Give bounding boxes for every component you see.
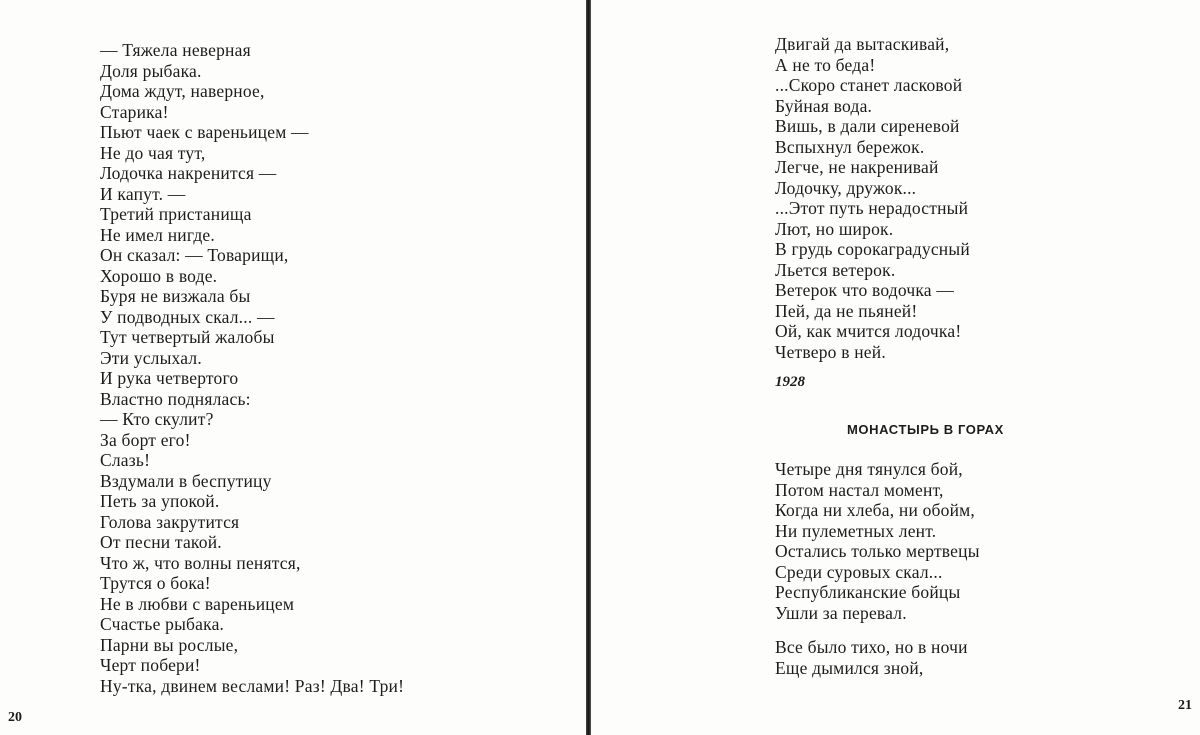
poem-line: Доля рыбака. — [100, 60, 202, 81]
poem-line: Остались только мертвецы — [775, 541, 980, 561]
poem-line: У подводных скал... — — [100, 306, 275, 327]
poem-line: ...Скоро станет ласковой — [775, 75, 963, 95]
poem-line: Лодочку, дружок... — [775, 177, 917, 198]
poem-line: Старика! — [100, 101, 169, 122]
poem-line: Ветерок что водочка — — [775, 280, 955, 300]
poem-title: МОНАСТЫРЬ В ГОРАХ — [847, 422, 1004, 437]
poem-line: Легче, не накренивай — [775, 157, 939, 177]
poem-text-left — [100, 40, 404, 696]
right-page — [594, 0, 1200, 735]
left-page — [0, 0, 588, 735]
poem-line: Трутся о бока! — [100, 573, 211, 593]
poem-line: А не то беда! — [775, 54, 876, 75]
poem-line: Республиканские бойцы — [775, 582, 961, 602]
poem-line: Буря не визжала бы — [100, 286, 251, 306]
poem-line: Еще дымился зной, — [775, 657, 924, 678]
poem-line: Парни вы рослые, — [100, 634, 239, 655]
poem-line: Третий пристанища — [100, 204, 252, 224]
poem-line: Тут четвертый жалобы — [100, 327, 275, 347]
poem-text-next — [775, 459, 980, 678]
poem-line: Пьют чаек с вареньицем — — [100, 122, 309, 142]
poem-line: Двигай да вытаскивай, — [775, 34, 950, 54]
poem-line: Ушли за перевал. — [775, 602, 907, 623]
poem-date: 1928 — [775, 374, 805, 390]
poem-line: Хорошо в воде. — [100, 265, 218, 286]
poem-line: Голова закрутится — [100, 511, 240, 532]
poem-line: Что ж, что волны пенятся, — [100, 552, 301, 573]
poem-line: Четверо в ней. — [775, 341, 886, 362]
poem-line: Вишь, в дали сиреневой — [775, 116, 960, 136]
book-spine-divider — [586, 0, 591, 735]
poem-line: — Тяжела неверная — [100, 40, 251, 60]
poem-line: За борт его! — [100, 429, 191, 450]
poem-line: Когда ни хлеба, ни обойм, — [775, 500, 976, 520]
poem-line: Вспыхнул бережок. — [775, 136, 925, 157]
poem-line: Черт побери! — [100, 655, 201, 675]
poem-line: Не имел нигде. — [100, 224, 215, 245]
page-number-right: 21 — [1178, 698, 1192, 713]
poem-line: Лют, но широк. — [775, 218, 894, 239]
poem-line: Ну-тка, двинем веслами! Раз! Два! Три! — [100, 675, 405, 696]
poem-line: ...Этот путь нерадостный — [775, 198, 969, 218]
poem-text-right — [775, 34, 970, 362]
page-number-left: 20 — [8, 710, 22, 725]
poem-line: Счастье рыбака. — [100, 614, 225, 634]
poem-line: Властно поднялась: — [100, 388, 251, 409]
poem-line: Ой, как мчится лодочка! — [775, 321, 962, 341]
stanza-break — [775, 623, 980, 637]
poem-line: И капут. — — [100, 183, 186, 204]
poem-line: Петь за упокой. — [100, 491, 220, 511]
poem-line: Слазь! — [100, 450, 151, 470]
poem-line: Буйная вода. — [775, 95, 873, 116]
poem-line: Среди суровых скал... — [775, 561, 943, 582]
poem-line: Ни пулеметных лент. — [775, 520, 937, 541]
poem-line: И рука четвертого — [100, 368, 239, 388]
poem-line: Пей, да не пьяней! — [775, 300, 918, 321]
poem-line: Льется ветерок. — [775, 259, 896, 280]
poem-line: Дома ждут, наверное, — [100, 81, 265, 101]
poem-line: Он сказал: — Товарищи, — [100, 245, 289, 265]
poem-line: — Кто скулит? — [100, 409, 214, 429]
poem-line: Потом настал момент, — [775, 479, 944, 500]
poem-line: Лодочка накренится — — [100, 163, 277, 183]
poem-line: Вздумали в беспутицу — [100, 470, 272, 491]
poem-line: Четыре дня тянулся бой, — [775, 459, 963, 479]
poem-line: Не до чая тут, — [100, 142, 206, 163]
poem-line: От песни такой. — [100, 532, 222, 552]
poem-line: Эти услыхал. — [100, 347, 202, 368]
poem-line: В грудь сорокаградусный — [775, 239, 970, 259]
poem-line: Не в любви с вареньицем — [100, 593, 295, 614]
poem-line: Все было тихо, но в ночи — [775, 637, 968, 657]
